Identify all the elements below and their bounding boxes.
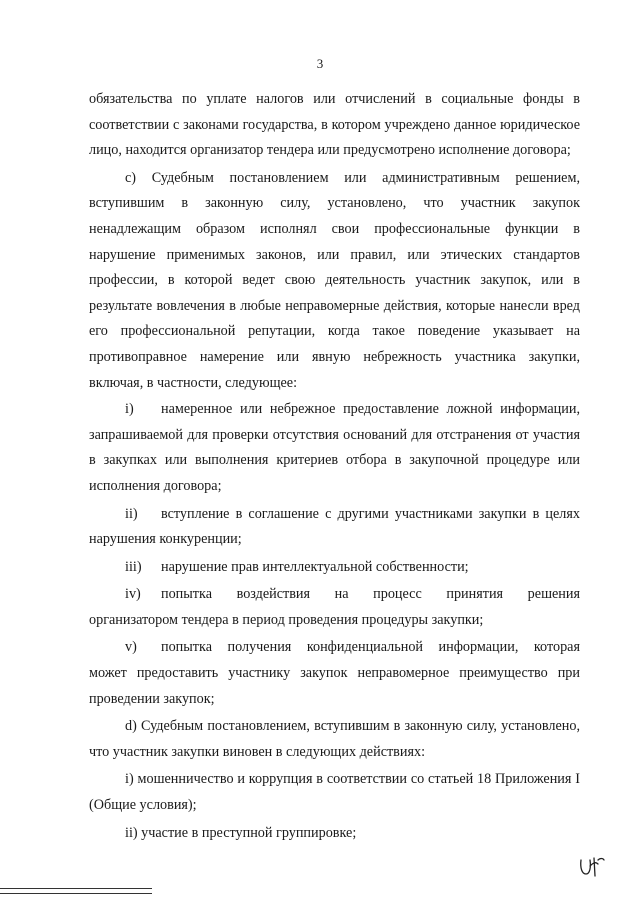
item-text-first-line: нарушение прав интеллектуальной собственности; <box>161 558 469 575</box>
list-item-iv <box>89 582 580 633</box>
initials-signature <box>578 854 606 878</box>
item-label: v) <box>125 639 137 656</box>
item-text-continuation: организатором тендера в период проведения процедуры закупки; <box>89 611 484 628</box>
item-label: i) <box>125 401 134 418</box>
item-text-continuation: нарушения конкуренции; <box>89 531 242 548</box>
item-label: ii) <box>125 505 138 522</box>
paragraph-d: d) Судебным постановлением, вступившим в законную силу, установлено, что участник закупки виновен в следующих действиях: <box>89 718 580 760</box>
page-number: 3 <box>316 56 324 71</box>
sub-item-i: i) мошенничество и коррупция в соответствии со статьей 18 Приложения I (Общие условия); <box>89 771 580 814</box>
item-text-first-line: попытка воздействия на процесс принятия решения <box>161 586 580 603</box>
item-text-first-line: намеренное или небрежное предоставление ложной информации, <box>161 401 580 418</box>
document-body <box>89 87 580 846</box>
item-label: iv) <box>125 586 141 603</box>
item-text-continuation: запрашиваемой для проверки отсутствия оснований для отстранения от участия в закупках или выполнения критериев отбора в закупочной процедуре или исполнения договора; <box>89 426 580 494</box>
item-label: iii) <box>125 558 142 575</box>
item-text-first-line: попытка получения конфиденциальной информации, которая <box>161 639 580 656</box>
sub-item-ii: ii) участие в преступной группировке; <box>125 824 357 841</box>
item-text-continuation: может предоставить участнику закупок неправомерное преимущество при проведении закупок; <box>89 665 580 707</box>
scan-edge-mark <box>0 888 152 894</box>
list-item-i <box>89 397 580 499</box>
paragraph-c: c) Судебным постановлением или административным решением, вступившим в законную силу, установлено, что участник закупок ненадлежащим образом исполнял свои профессиональные функции в нарушение применимых законов, или правил, или этических стандартов профессии, в которой ведет свою деятельность участник закупок, или в результате вовлечения в любые неправомерные действия, которые нанесли вред его профессиональной репутации, когда такое поведение указывает на противоправное намерение или явную небрежность участника закупки, включая, в частности, следующее: <box>89 169 580 391</box>
paragraph-continuation: обязательства по уплате налогов или отчислений в социальные фонды в соответствии с законами государства, в котором учреждено данное юридическое лицо, находится организатор тендера или предусмотрено исполнение договора; <box>89 91 580 159</box>
item-text-first-line: вступление в соглашение с другими участниками закупки в целях <box>161 505 580 522</box>
list-item-iii <box>89 555 580 581</box>
list-item-v <box>89 635 580 712</box>
list-item-ii <box>89 502 580 553</box>
